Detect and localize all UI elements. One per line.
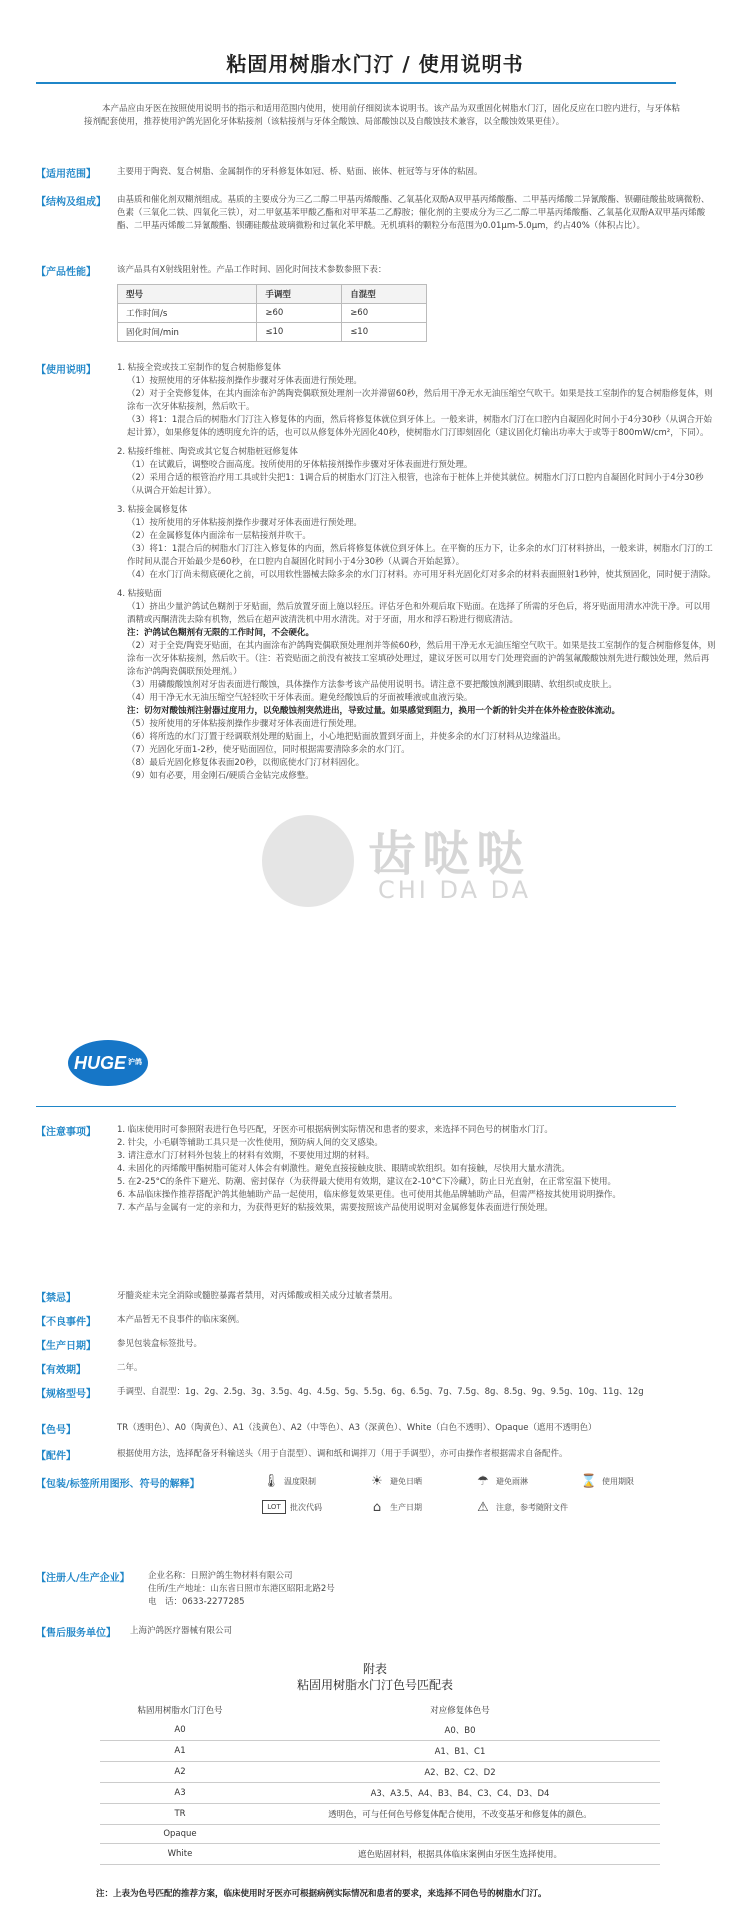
restoration-shade-cell: A2、B2、C2、D2 — [260, 1762, 660, 1783]
restoration-shade-cell: A3、A3.5、A4、B3、B4、C3、C4、D3、D4 — [260, 1783, 660, 1804]
shade-code-cell: White — [100, 1844, 260, 1865]
appendix-note: 注：上表为色号匹配的推荐方案，临床使用时牙医亦可根据病例实际情况和患者的要求，来选择不同色号的树脂水门汀。 — [96, 1889, 547, 1899]
contra-text: 牙髓炎症未完全消除或髓腔暴露者禁用，对丙烯酸或相关成分过敏者禁用。 — [117, 1291, 398, 1301]
adverse-label: 【不良事件】 — [36, 1317, 96, 1328]
scope-text: 主要用于陶瓷、复合树脂、金属制作的牙科修复体如冠、桥、贴面、嵌体、桩冠等与牙体的粘固。 — [117, 167, 483, 177]
table-cell: ≥60 — [342, 304, 427, 323]
table-row — [100, 1762, 660, 1783]
note-item: 7. 本产品与金属有一定的亲和力，为获得更好的粘接效果，需要按照该产品使用说明对金属修复体表面进行预处理。 — [117, 1203, 553, 1213]
symbol-label: 温度限制 — [284, 1476, 316, 1486]
table-header: 型号 — [118, 285, 257, 304]
note-item: 5. 在2-25°C的条件下避光、防潮、密封保存（为获得最大使用有效期，建议在2-10°C下冷藏），防止日光直射，在正常室温下使用。 — [117, 1177, 617, 1187]
table-row — [100, 1804, 660, 1825]
mfg-date-text: 参见包装盒标签批号。 — [117, 1339, 203, 1349]
title-divider — [36, 82, 676, 84]
usage-step-item: （1）按所使用的牙体粘接剂操作步骤对牙体表面进行预处理。 — [127, 518, 362, 528]
usage-step-item: （5）按所使用的牙体粘接剂操作步骤对牙体表面进行预处理。 — [127, 719, 362, 729]
note-item: 3. 请注意水门汀材料外包装上的材料有效期，不要使用过期的材料。 — [117, 1151, 375, 1161]
usage-step-item: （9）如有必要，用金刚石/硬质合金钻完成修整。 — [127, 771, 314, 781]
spec-label: 【规格型号】 — [36, 1389, 96, 1400]
usage-step-item: （1）按照使用的牙体粘接剂操作步骤对牙体表面进行预处理。 — [127, 376, 362, 386]
appendix-col1-header: 粘固用树脂水门汀色号 — [137, 1706, 223, 1716]
temperature-icon: 🌡 — [262, 1473, 280, 1489]
note-item: 4. 未固化的丙烯酸甲酯树脂可能对人体会有刺激性。避免直接接触皮肤、眼睛或软组织。如有接触，尽快用大量水清洗。 — [117, 1164, 570, 1174]
validity-text: 二年。 — [117, 1363, 143, 1373]
table-row — [100, 1720, 660, 1741]
usage-label: 【使用说明】 — [36, 365, 96, 376]
logo-text: HUGE — [73, 1052, 126, 1073]
usage-step-item: （2）在金属修复体内面涂布一层粘接剂并吹干。 — [127, 531, 311, 541]
shade-code-cell: A3 — [100, 1783, 260, 1804]
usage-step-heading: 2. 粘接纤维桩、陶瓷或其它复合树脂桩冠修复体 — [117, 447, 298, 457]
registrant-line: 电 话：0633-2277285 — [148, 1597, 245, 1607]
registrant-info — [148, 1570, 708, 1609]
spec-text: 手调型、自混型：1g、2g、2.5g、3g、3.5g、4g、4.5g、5g、5.5g、6g、6.5g、7g、7.5g、8g、8.5g、9g、9.5g、10g、11g、12g — [117, 1387, 644, 1397]
usage-step-item: （3）将1：1混合后的树脂水门汀注入修复体的内面，然后将修复体就位到牙体上。一般来讲，树脂水门汀在口腔内自凝固化时间小于4分30秒（从调合开始起计算），如果修复体的透明度允许的话，也可以从修复体外光固化40秒，使树脂水门汀即刻固化（建议固化灯输出功率大于或等于800mW/cm²，下同）。 — [127, 415, 712, 438]
after-sales-label: 【售后服务单位】 — [36, 1628, 116, 1639]
usage-step-item: 注：切勿对酸蚀剂注射器过度用力，以免酸蚀剂突然进出，导致过量。如果感觉到阻力，换用一个新的针尖并在体外检查胶体流动。 — [127, 706, 621, 716]
page-title: 粘固用树脂水门汀 / 使用说明书 — [226, 52, 524, 76]
shade-code-cell: A2 — [100, 1762, 260, 1783]
shade-code-cell: A1 — [100, 1741, 260, 1762]
appendix-subtitle: 粘固用树脂水门汀色号匹配表 — [296, 1678, 453, 1692]
performance-text: 该产品具有X射线阻射性。产品工作时间、固化时间技术参数参照下表： — [117, 265, 387, 275]
performance-table — [117, 284, 427, 342]
restoration-shade-cell: A1、B1、C1 — [260, 1741, 660, 1762]
usage-step-item: （3）将1：1混合后的树脂水门汀注入修复体的内面，然后将修复体就位到牙体上。在平衡的压力下，让多余的水门汀材料挤出，一般来讲，树脂水门汀的工作时间从混合开始最少是60秒，在口腔内自凝固化时间小于4分30秒（从调合开始起算）。 — [127, 544, 713, 567]
validity-label: 【有效期】 — [36, 1365, 86, 1376]
factory-icon: ⌂ — [372, 1499, 382, 1515]
composition-text: 由基质和催化剂双糊剂组成。基质的主要成分为三乙二醇二甲基丙烯酸酯、乙氧基化双酚A双甲基丙烯酸酯、二甲基丙烯酸二异氰酸酯、钡硼硅酸盐玻璃微粉、色素（三氧化二铁、四氧化三铁），对二甲氨基苯甲酸乙酯和对甲苯基二乙醇胺；催化剂的主要成分为三乙二醇二甲基丙烯酸酯、乙氧基化双酚A双甲基丙烯酸酯、二甲基丙烯酸二异氰酸酯、钡硼硅酸盐玻璃微粉和过氧化苯甲酰。无机填料的颗粒分布范围为0.01μm-5.0μm，约占40%（体积占比）。 — [117, 195, 710, 231]
mfg-date-label: 【生产日期】 — [36, 1341, 96, 1352]
umbrella-icon: ☂ — [477, 1473, 489, 1489]
color-label: 【色号】 — [36, 1425, 76, 1436]
registrant-label: 【注册人/生产企业】 — [36, 1573, 130, 1584]
usage-step-item: （2）对于全瓷/陶瓷牙贴面，在其内面涂布沪鸽陶瓷偶联预处理剂并等候60秒，然后用干净无水无油压缩空气吹干。如果是技工室制作的复合树脂修复体，则涂布一次牙体粘接剂，然后吹干。（注：若瓷贴面之前没有被技工室填砂处理过，建议牙医可以用专门处理瓷面的沪鸽氢氟酸酸蚀剂先进行酸蚀处理，然后再涂布沪鸽陶瓷偶联预处理剂。） — [127, 641, 716, 677]
symbol-label: 注意，参考随附文件 — [496, 1502, 568, 1512]
appendix-table — [100, 1700, 660, 1865]
table-header: 手调型 — [257, 285, 342, 304]
usage-step-item: （6）将所选的水门汀置于经调联剂处理的贴面上，小心地把贴面放置到牙面上，并使多余的水门汀材料从边缘溢出。 — [127, 732, 566, 742]
symbol-label: 批次代码 — [290, 1502, 322, 1512]
restoration-shade-cell: 透明色，可与任何色号修复体配合使用，不改变基牙和修复体的颜色。 — [260, 1804, 660, 1825]
table-cell: 工作时间/s — [118, 304, 257, 323]
usage-list — [117, 362, 717, 783]
section-divider — [36, 1106, 676, 1107]
symbol-entry — [262, 1472, 362, 1490]
symbol-entry — [262, 1498, 362, 1516]
scope-label: 【适用范围】 — [36, 169, 96, 180]
performance-label: 【产品性能】 — [36, 267, 96, 278]
usage-step-item: （1）在试戴后，调整咬合面高度。按所使用的牙体粘接剂操作步骤对牙体表面进行预处理。 — [127, 460, 473, 470]
shade-code-cell: TR — [100, 1804, 260, 1825]
table-cell: 固化时间/min — [118, 323, 257, 342]
symbol-entry — [474, 1498, 574, 1516]
usage-step-heading: 1. 粘接全瓷或技工室制作的复合树脂修复体 — [117, 363, 281, 373]
symbol-label: 避免日晒 — [390, 1476, 422, 1486]
table-cell: ≤10 — [342, 323, 427, 342]
usage-step-item: （8）最后光固化修复体表面20秒，以彻底使水门汀材料固化。 — [127, 758, 365, 768]
table-row — [118, 304, 427, 323]
table-cell: ≤10 — [257, 323, 342, 342]
after-sales-text: 上海沪鸽医疗器械有限公司 — [130, 1626, 233, 1636]
usage-step-item: （3）用磷酸酸蚀剂对牙齿表面进行酸蚀，具体操作方法参考该产品使用说明书。请注意不要把酸蚀剂溅到眼睛、软组织或皮肤上。 — [127, 680, 617, 690]
accessory-text: 根据使用方法，选择配备牙科输送头（用于自混型）、调和纸和调拌刀（用于手调型），亦可由操作者根据需求自备配件。 — [117, 1449, 568, 1459]
accessory-label: 【配件】 — [36, 1451, 76, 1462]
table-header: 自混型 — [342, 285, 427, 304]
note-item: 1. 临床使用时可参照附表进行色号匹配，牙医亦可根据病例实际情况和患者的要求，来选择不同色号的树脂水门汀。 — [117, 1125, 553, 1135]
logo-subtext: 沪鸽 — [128, 1059, 142, 1066]
usage-step-item: （2）采用合适的根管治疗用工具或针尖把1：1调合后的树脂水门汀注入根管，也涂布于桩体上并使其就位。树脂水门汀口腔内自凝固化时间小于4分30秒（从调合开始起计算）。 — [127, 473, 704, 496]
intro-paragraph: 本产品应由牙医在按照使用说明书的指示和适用范围内使用，使用前仔细阅读本说明书。该产品为双重固化树脂水门汀，固化反应在口腔内进行，与牙体粘接剂配套使用，推荐使用沪鸽光固化牙体粘接剂（该粘接剂与牙体全酸蚀、局部酸蚀以及自酸蚀技术兼容，以全酸蚀效果更佳）。 — [84, 104, 681, 127]
table-row — [100, 1783, 660, 1804]
symbol-entry — [474, 1472, 574, 1490]
note-item: 2. 针尖，小毛刷等辅助工具只是一次性使用，预防病人间的交叉感染。 — [117, 1138, 383, 1148]
lot-icon: LOT — [262, 1500, 286, 1514]
huge-logo — [68, 1040, 148, 1086]
appendix-title: 附表 — [362, 1662, 387, 1676]
watermark-text: 齿哒哒 — [368, 826, 531, 882]
note-item: 6. 本品临床操作推荐搭配沪鸽其他辅助产品一起使用，临床修复效果更佳。也可使用其他品牌辅助产品，但需严格按其使用说明操作。 — [117, 1190, 621, 1200]
registrant-line: 住所/生产地址：山东省日照市东港区昭阳北路2号 — [148, 1584, 335, 1594]
warning-icon: ⚠ — [477, 1499, 489, 1515]
appendix-col2-header: 对应修复体色号 — [430, 1706, 490, 1716]
symbol-entry — [580, 1472, 680, 1490]
symbols-grid — [262, 1472, 702, 1516]
usage-step-item: （7）光固化牙面1-2秒，使牙贴面固位，同时根据需要清除多余的水门汀。 — [127, 745, 410, 755]
restoration-shade-cell: 遮色贴固材料，根据具体临床案例由牙医生选择使用。 — [260, 1844, 660, 1865]
usage-step-item: 注：沪鸽试色糊剂有无限的工作时间，不会硬化。 — [127, 628, 315, 638]
table-cell: ≥60 — [257, 304, 342, 323]
usage-step-item: （4）在水门汀尚未彻底硬化之前，可以用软性器械去除多余的水门汀材料。亦可用牙科光固化灯对多余的材料表面照射1秒钟，使其预固化，同时便于清除。 — [127, 570, 716, 580]
table-row — [100, 1825, 660, 1844]
color-text: TR（透明色）、A0（陶黄色）、A1（浅黄色）、A2（中等色）、A3（深黄色）、White（白色不透明）、Opaque（遮用不透明色） — [117, 1423, 597, 1433]
adverse-text: 本产品暂无不良事件的临床案例。 — [117, 1315, 245, 1325]
notes-label: 【注意事项】 — [36, 1127, 96, 1138]
sunlight-icon: ☀ — [371, 1473, 383, 1489]
symbol-label: 避免雨淋 — [496, 1476, 528, 1486]
usage-step-item: （1）挤出少量沪鸽试色糊剂于牙贴面，然后放置牙面上施以轻压。评估牙色和外观后取下贴面。在选择了所需的牙色后，将牙贴面用清水冲洗干净。可以用酒精或丙酮清洗去除有机物，然后在超声波清洗机中用水清洗。对于牙面，用水和浮石粉进行彻底清洁。 — [127, 602, 711, 625]
table-row — [118, 323, 427, 342]
symbol-entry — [368, 1498, 468, 1516]
table-row — [100, 1844, 660, 1865]
restoration-shade-cell — [260, 1825, 660, 1844]
symbol-label: 生产日期 — [390, 1502, 422, 1512]
symbol-entry — [368, 1472, 468, 1490]
composition-label: 【结构及组成】 — [36, 197, 106, 208]
restoration-shade-cell: A0、B0 — [260, 1720, 660, 1741]
watermark-elephant-icon — [262, 815, 354, 907]
registrant-line: 企业名称：日照沪鸽生物材料有限公司 — [148, 1571, 293, 1581]
usage-step-heading: 4. 粘接贴面 — [117, 589, 162, 599]
symbol-label: 使用期限 — [602, 1476, 634, 1486]
notes-list — [117, 1124, 717, 1215]
table-row — [100, 1741, 660, 1762]
contra-label: 【禁忌】 — [36, 1293, 76, 1304]
usage-step-item: （4）用干净无水无油压缩空气轻轻吹干牙体表面。避免经酸蚀后的牙面被唾液或血液污染。 — [127, 693, 473, 703]
shade-code-cell: Opaque — [100, 1825, 260, 1844]
usage-step-item: （2）对于全瓷修复体，在其内面涂布沪鸽陶瓷偶联预处理剂一次并滞留60秒，然后用干净无水无油压缩空气吹干。如果是技工室制作的复合树脂修复体，则涂布一次牙体粘接剂，然后吹干。 — [127, 389, 713, 412]
symbols-label: 【包装/标签所用图形、符号的解释】 — [36, 1479, 200, 1490]
hourglass-icon: ⌛ — [580, 1473, 598, 1489]
usage-step-heading: 3. 粘接金属修复体 — [117, 505, 188, 515]
watermark-subtext: CHI DA DA — [378, 876, 532, 904]
shade-code-cell: A0 — [100, 1720, 260, 1741]
